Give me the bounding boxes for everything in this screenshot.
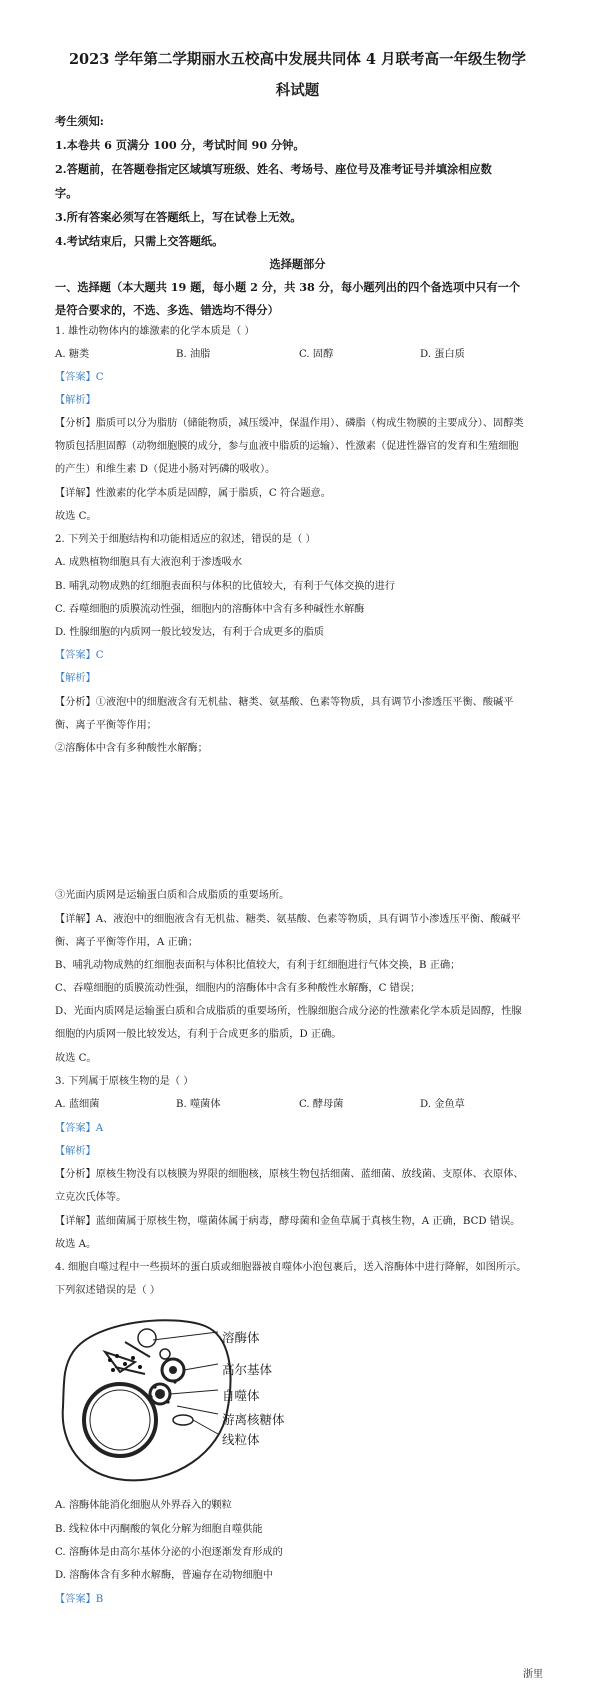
q4-answer: 【答案】B: [55, 1594, 104, 1605]
q3-option-a: A. 蓝细菌: [55, 1099, 100, 1110]
section-name: 选择题部分: [269, 257, 326, 271]
notice-item: 1.本卷共 6 页满分 100 分，考试时间 90 分钟。: [55, 138, 305, 152]
q1-analysis-line: 物质包括胆固醇（动物细胞膜的成分，参与血液中脂质的运输）、性激素（促进性器官的发育和生殖细胞: [55, 441, 519, 452]
q2-detail-line: B、哺乳动物成熟的红细胞表面积与体积比值较大，有利于红细胞进行气体交换，B 正确；: [55, 960, 461, 971]
q2-option-b: B. 哺乳动物成熟的红细胞表面积与体积的比值较大，有利于气体交换的进行: [55, 581, 395, 592]
section-heading: 一、选择题（本大题共 19 题，每小题 2 分，共 38 分，每小题列出的四个备选项中只有一个: [55, 280, 521, 294]
q2-option-a: A. 成熟植物细胞具有大液泡利于渗透吸水: [55, 557, 243, 568]
q1-detail-line: 【详解】性激素的化学本质是固醇，属于脂质，C 符合题意。: [55, 488, 331, 499]
q2-answer: 【答案】C: [55, 650, 104, 661]
q1-analysis-line: 的产生）和维生素 D（促进小肠对钙磷的吸收）。: [55, 464, 276, 475]
q1-option-b: B. 油脂: [176, 349, 211, 360]
notice-heading: 考生须知:: [55, 114, 104, 128]
q1-analysis-label: 【解析】: [55, 395, 96, 406]
q3-option-c: C. 酵母菌: [299, 1099, 344, 1110]
q4-option-c: C. 溶酶体是由高尔基体分泌的小泡逐渐发育形成的: [55, 1547, 283, 1558]
q1-stem: 1. 雄性动物体内的雄激素的化学本质是（ ）: [55, 326, 255, 337]
q3-analysis-line: 【分析】原核生物没有以核膜为界限的细胞核，原核生物包括细菌、蓝细菌、放线菌、支原体、衣原体、: [55, 1169, 524, 1180]
q2-analysis-line: 【分析】①液泡中的细胞液含有无机盐、糖类、氨基酸、色素等物质，具有调节小渗透压平衡、酸碱平: [55, 697, 514, 708]
q2-analysis-line: ②溶酶体中含有多种酸性水解酶；: [55, 743, 208, 754]
q3-analysis-line: 立克次氏体等。: [55, 1192, 127, 1203]
cell-autophagy-diagram: [55, 1312, 315, 1487]
q3-option-b: B. 噬菌体: [176, 1099, 221, 1110]
q2-analysis-line: ③光面内质网是运输蛋白质和合成脂质的重要场所。: [55, 890, 290, 901]
q4-stem: 4. 细胞自噬过程中一些损坏的蛋白质或细胞器被自噬体小泡包裹后，送入溶酶体中进行降解，如图所示。: [55, 1262, 527, 1273]
notice-item: 4.考试结束后，只需上交答题纸。: [55, 234, 224, 248]
q3-conclusion: 故选 A。: [55, 1239, 97, 1250]
q4-option-d: D. 溶酶体含有多种水解酶，普遍存在动物细胞中: [55, 1570, 274, 1581]
notice-item: 3.所有答案必须写在答题纸上，写在试卷上无效。: [55, 210, 302, 224]
q1-option-a: A. 糖类: [55, 349, 90, 360]
q2-detail-line: 衡、离子平衡等作用，A 正确；: [55, 937, 199, 948]
figure-label-lysosome: 溶酶体: [222, 1330, 260, 1345]
q2-detail-line: 细胞的内质网一般比较发达，有利于合成更多的脂质，D 正确。: [55, 1029, 342, 1040]
q1-conclusion: 故选 C。: [55, 511, 97, 522]
q3-detail-line: 【详解】蓝细菌属于原核生物，噬菌体属于病毒，酵母菌和金鱼草属于真核生物，A 正确，BCD 错误。: [55, 1216, 521, 1227]
q2-option-d: D. 性腺细胞的内质网一般比较发达，有利于合成更多的脂质: [55, 627, 324, 638]
q2-analysis-line: 衡、离子平衡等作用；: [55, 720, 157, 731]
exam-title-line1: 2023 学年第二学期丽水五校高中发展共同体 4 月联考高一年级生物学: [68, 51, 527, 68]
q2-detail-line: 【详解】A、液泡中的细胞液含有无机盐、糖类、氨基酸、色素等物质，具有调节小渗透压平衡、酸碱平: [55, 914, 521, 925]
q2-detail-line: D、光面内质网是运输蛋白质和合成脂质的重要场所，性腺细胞合成分泌的性激素化学本质是固醇，性腺: [55, 1006, 522, 1017]
q4-option-b: B. 线粒体中丙酮酸的氧化分解为细胞自噬供能: [55, 1524, 263, 1535]
q2-option-c: C. 吞噬细胞的质膜流动性强，细胞内的溶酶体中含有多种碱性水解酶: [55, 604, 365, 615]
figure-label-ribosome: 游离核糖体: [222, 1412, 285, 1427]
notice-item: 2.答题前，在答题卷指定区域填写班级、姓名、考场号、座位号及准考证号并填涂相应数: [55, 162, 492, 176]
figure-label-golgi: 高尔基体: [222, 1362, 273, 1377]
section-heading: 是符合要求的，不选、多选、错选均不得分）: [55, 303, 279, 317]
q1-answer: 【答案】C: [55, 372, 104, 383]
q3-analysis-label: 【解析】: [55, 1146, 96, 1157]
exam-title-line2: 科试题: [275, 82, 320, 99]
notice-item: 字。: [55, 186, 78, 200]
footer-watermark: 浙里: [523, 1669, 543, 1680]
q2-stem: 2. 下列关于细胞结构和功能相适应的叙述，错误的是（ ）: [55, 534, 316, 545]
q1-analysis-line: 【分析】脂质可以分为脂肪（储能物质，减压缓冲，保温作用）、磷脂（构成生物膜的主要成分）、固醇类: [55, 418, 524, 429]
q2-conclusion: 故选 C。: [55, 1053, 97, 1064]
q1-option-d: D. 蛋白质: [420, 349, 465, 360]
figure-label-mitochondrion: 线粒体: [222, 1432, 260, 1447]
q3-option-d: D. 金鱼草: [420, 1099, 465, 1110]
q1-option-c: C. 固醇: [299, 349, 334, 360]
q3-answer: 【答案】A: [55, 1123, 104, 1134]
q2-detail-line: C、吞噬细胞的质膜流动性强，细胞内的溶酶体中含有多种酸性水解酶，C 错误；: [55, 983, 421, 994]
q3-stem: 3. 下列属于原核生物的是（ ）: [55, 1076, 194, 1087]
q4-stem: 下列叙述错误的是（ ）: [55, 1285, 161, 1296]
q4-option-a: A. 溶酶体能消化细胞从外界吞入的颗粒: [55, 1500, 232, 1511]
figure-label-autophagosome: 自噬体: [222, 1388, 260, 1403]
q2-analysis-label: 【解析】: [55, 673, 96, 684]
